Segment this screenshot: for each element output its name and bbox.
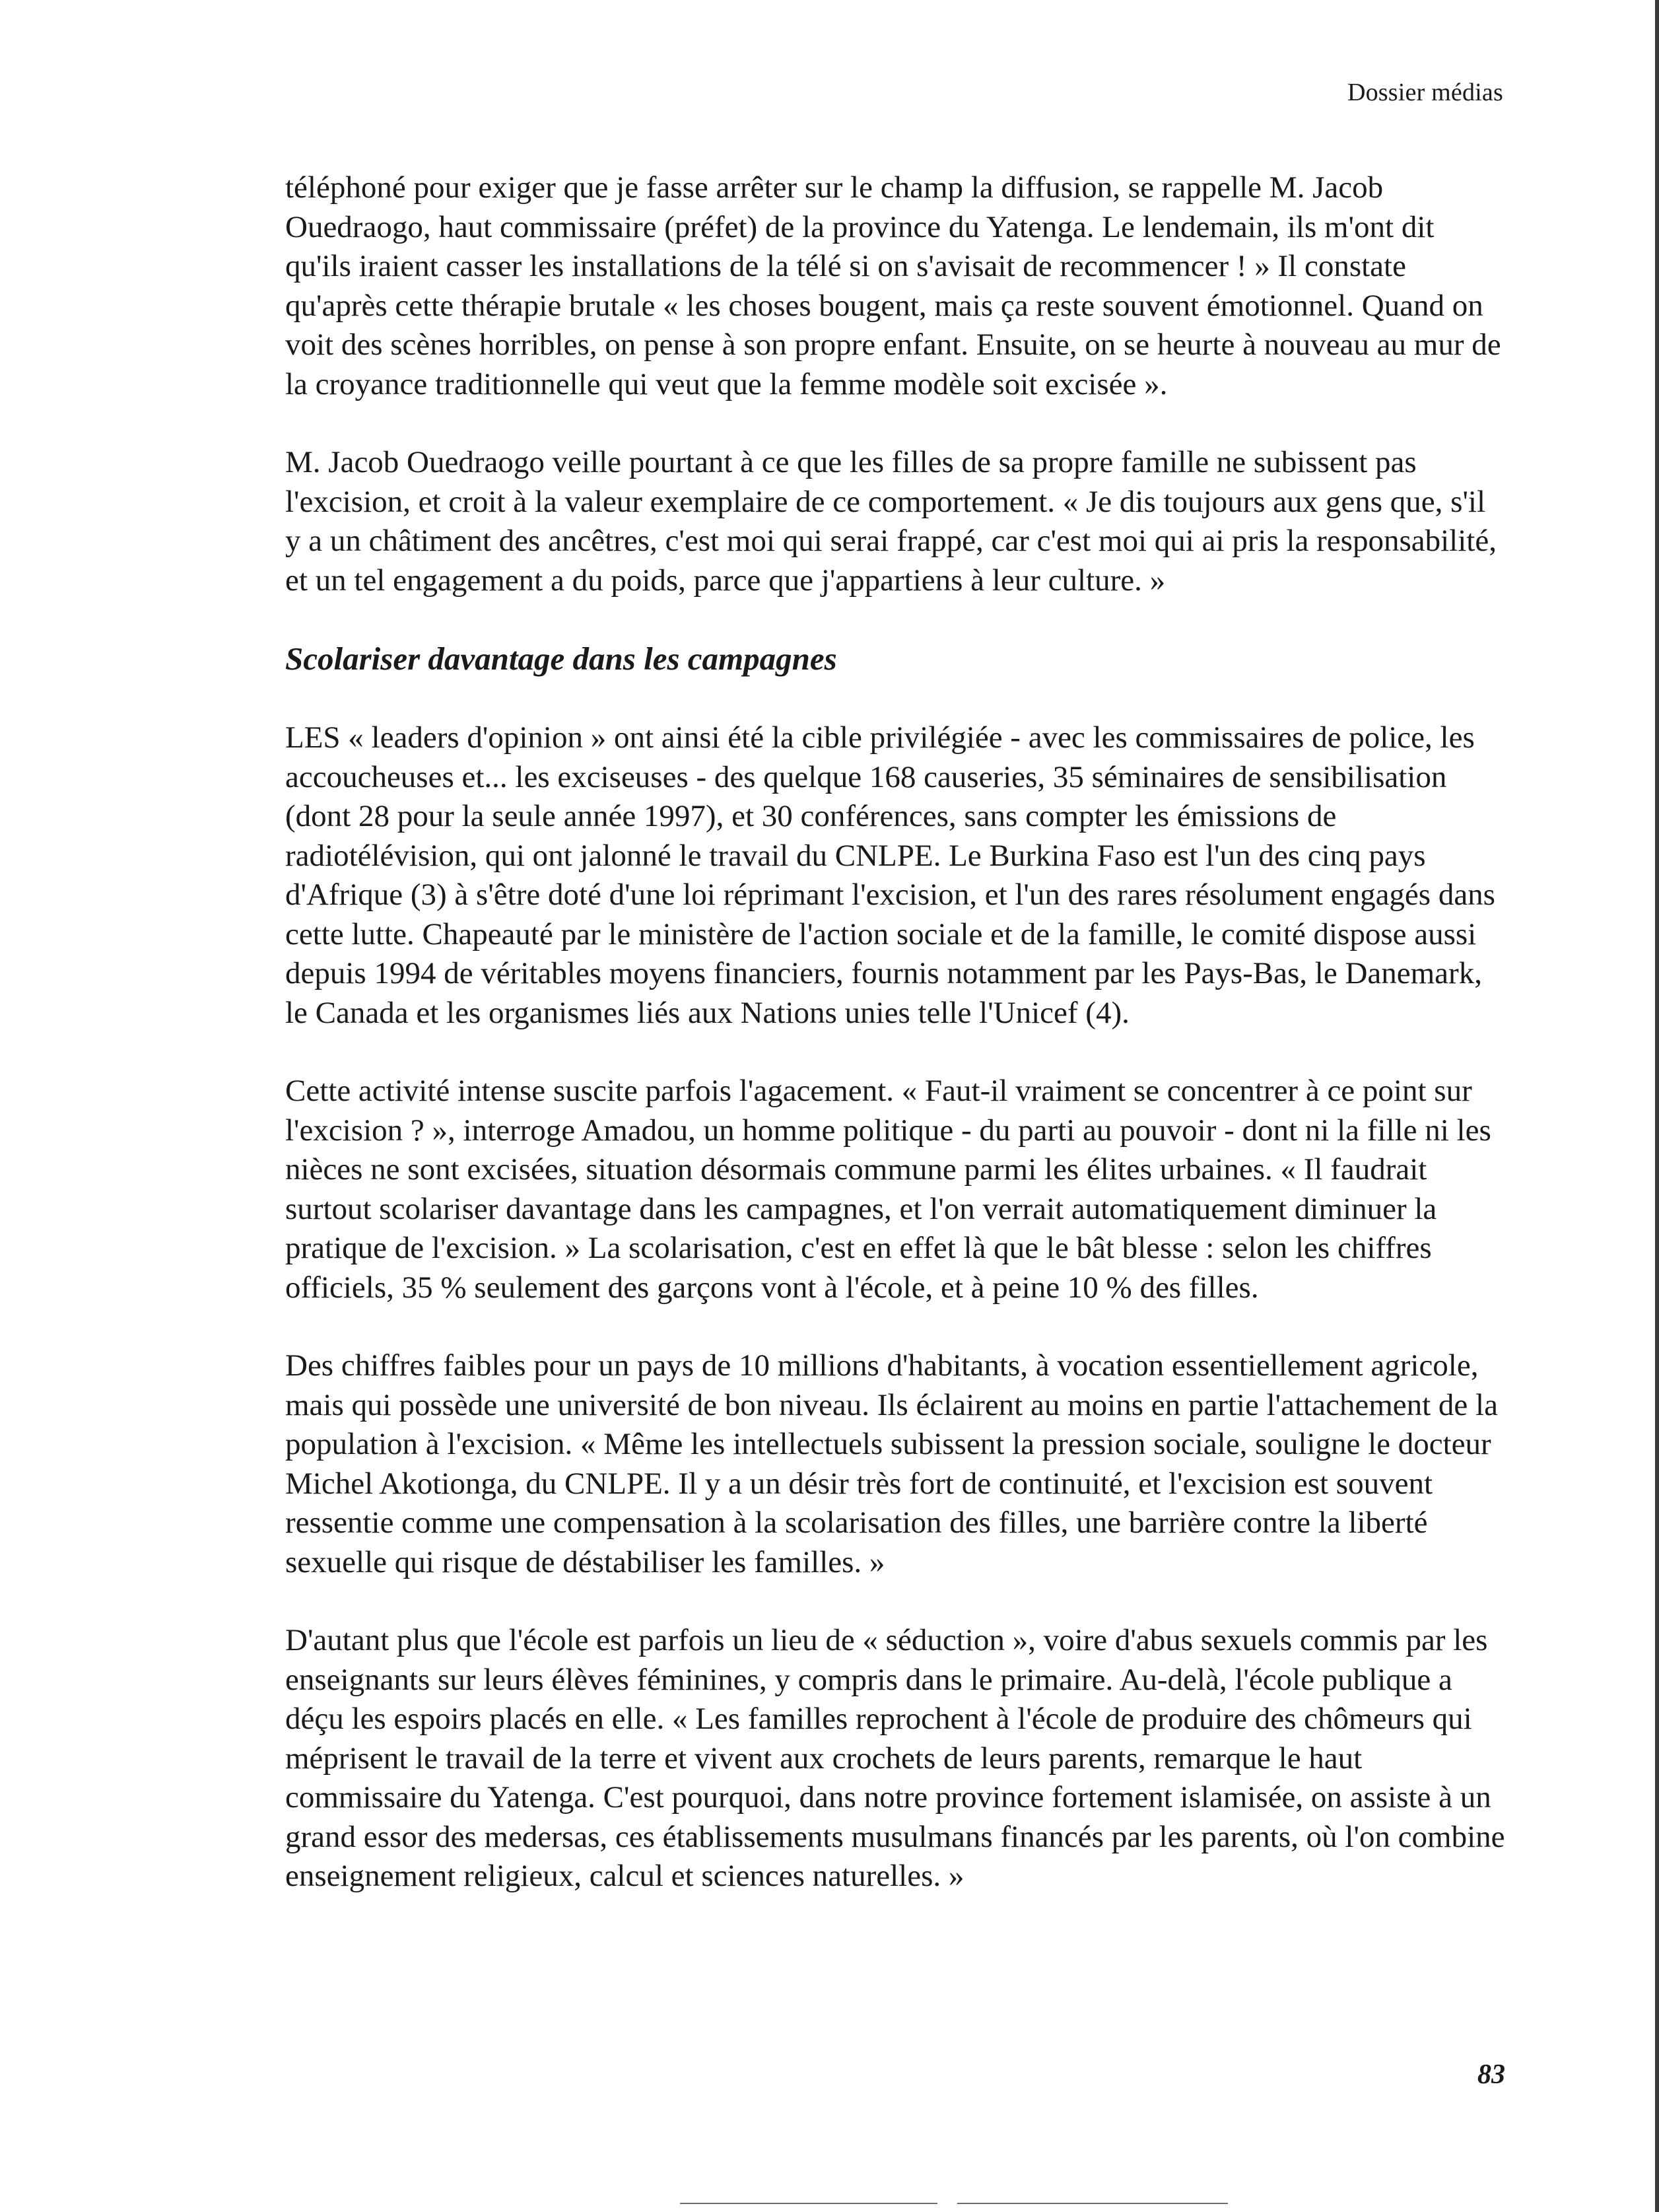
paragraph: téléphoné pour exiger que je fasse arrêter sur le champ la diffusion, se rappelle M. Jacob Ouedraogo, haut commissaire (préfet) de la province du Yatenga. Le lendemain, ils m'ont dit qu'ils iraient casser les installations de la télé si on s'avisait de recommencer ! » Il constate qu'après cette thérapie brutale « les choses bougent, mais ça reste souvent émotionnel. Quand on voit des scènes horribles, on pense à son propre enfant. Ensuite, on se heurte à nouveau au mur de la croyance traditionnelle qui veut que la femme modèle soit excisée ». (285, 170, 1501, 401)
page-number: 83 (1477, 2059, 1505, 2090)
paragraph: Des chiffres faibles pour un pays de 10 millions d'habitants, à vocation essentiellement agricole, mais qui possède une université de bon niveau. Ils éclairent au moins en partie l'attachement de la population à l'excision. « Même les intellectuels subissent la pression sociale, souligne le docteur Michel Akotionga, du CNLPE. Il y a un désir très fort de continuité, et l'excision est souvent ressentie comme une compensation à la scolarisation des filles, une barrière contre la liberté sexuelle qui risque de déstabiliser les familles. » (285, 1348, 1498, 1579)
paragraph: LES « leaders d'opinion » ont ainsi été la cible privilégiée - avec les commissaires de police, les accoucheuses et... les exciseuses - des quelque 168 causeries, 35 séminaires de sensibilisation (dont 28 pour la seule année 1997), et 30 conférences, sans compter les émissions de radiotélévision, qui ont jalonné le travail du CNLPE. Le Burkina Faso est l'un des cinq pays d'Afrique (3) à s'être doté d'une loi réprimant l'excision, et l'un des rares résolument engagés dans cette lutte. Chapeauté par le ministère de l'action sociale et de la famille, le comité dispose aussi depuis 1994 de véritables moyens financiers, fournis notamment par les Pays-Bas, le Danemark, le Canada et les organismes liés aux Nations unies telle l'Unicef (4). (285, 720, 1495, 1030)
page-edge-shadow (1655, 0, 1659, 2212)
paragraph: D'autant plus que l'école est parfois un lieu de « séduction », voire d'abus sexuels commis par les enseignants sur leurs élèves féminines, y compris dans le primaire. Au-delà, l'école publique a déçu les espoirs placés en elle. « Les familles reprochent à l'école de produire des chômeurs qui méprisent le travail de la terre et vivent aux crochets de leurs parents, remarque le haut commissaire du Yatenga. C'est pourquoi, dans notre province fortement islamisée, on assiste à un grand essor des medersas, ces établissements musulmans financés par les parents, où l'on combine enseignement religieux, calcul et sciences naturelles. » (285, 1623, 1505, 1893)
running-header: Dossier médias (1347, 79, 1503, 106)
bottom-rule (680, 2203, 937, 2204)
section-subheading: Scolariser davantage dans les campagnes (285, 640, 837, 677)
paragraph: M. Jacob Ouedraogo veille pourtant à ce que les filles de sa propre famille ne subissent pas l'excision, et croit à la valeur exemplaire de ce comportement. « Je dis toujours aux gens que, s'il y a un châtiment des ancêtres, c'est moi qui serai frappé, car c'est moi qui ai pris la responsabilité, et un tel engagement a du poids, parce que j'appartiens à leur culture. » (285, 445, 1497, 598)
bottom-rule (957, 2203, 1228, 2204)
article-body (285, 168, 1507, 1935)
paragraph: Cette activité intense suscite parfois l'agacement. « Faut-il vraiment se concentrer à ce point sur l'excision ? », interroge Amadou, un homme politique - du parti au pouvoir - dont ni la fille ni les nièces ne sont excisées, situation désormais commune parmi les élites urbaines. « Il faudrait surtout scolariser davantage dans les campagnes, et l'on verrait automatiquement diminuer la pratique de l'excision. » La scolarisation, c'est en effet là que le bât blesse : selon les chiffres officiels, 35 % seulement des garçons vont à l'école, et à peine 10 % des filles. (285, 1074, 1491, 1305)
